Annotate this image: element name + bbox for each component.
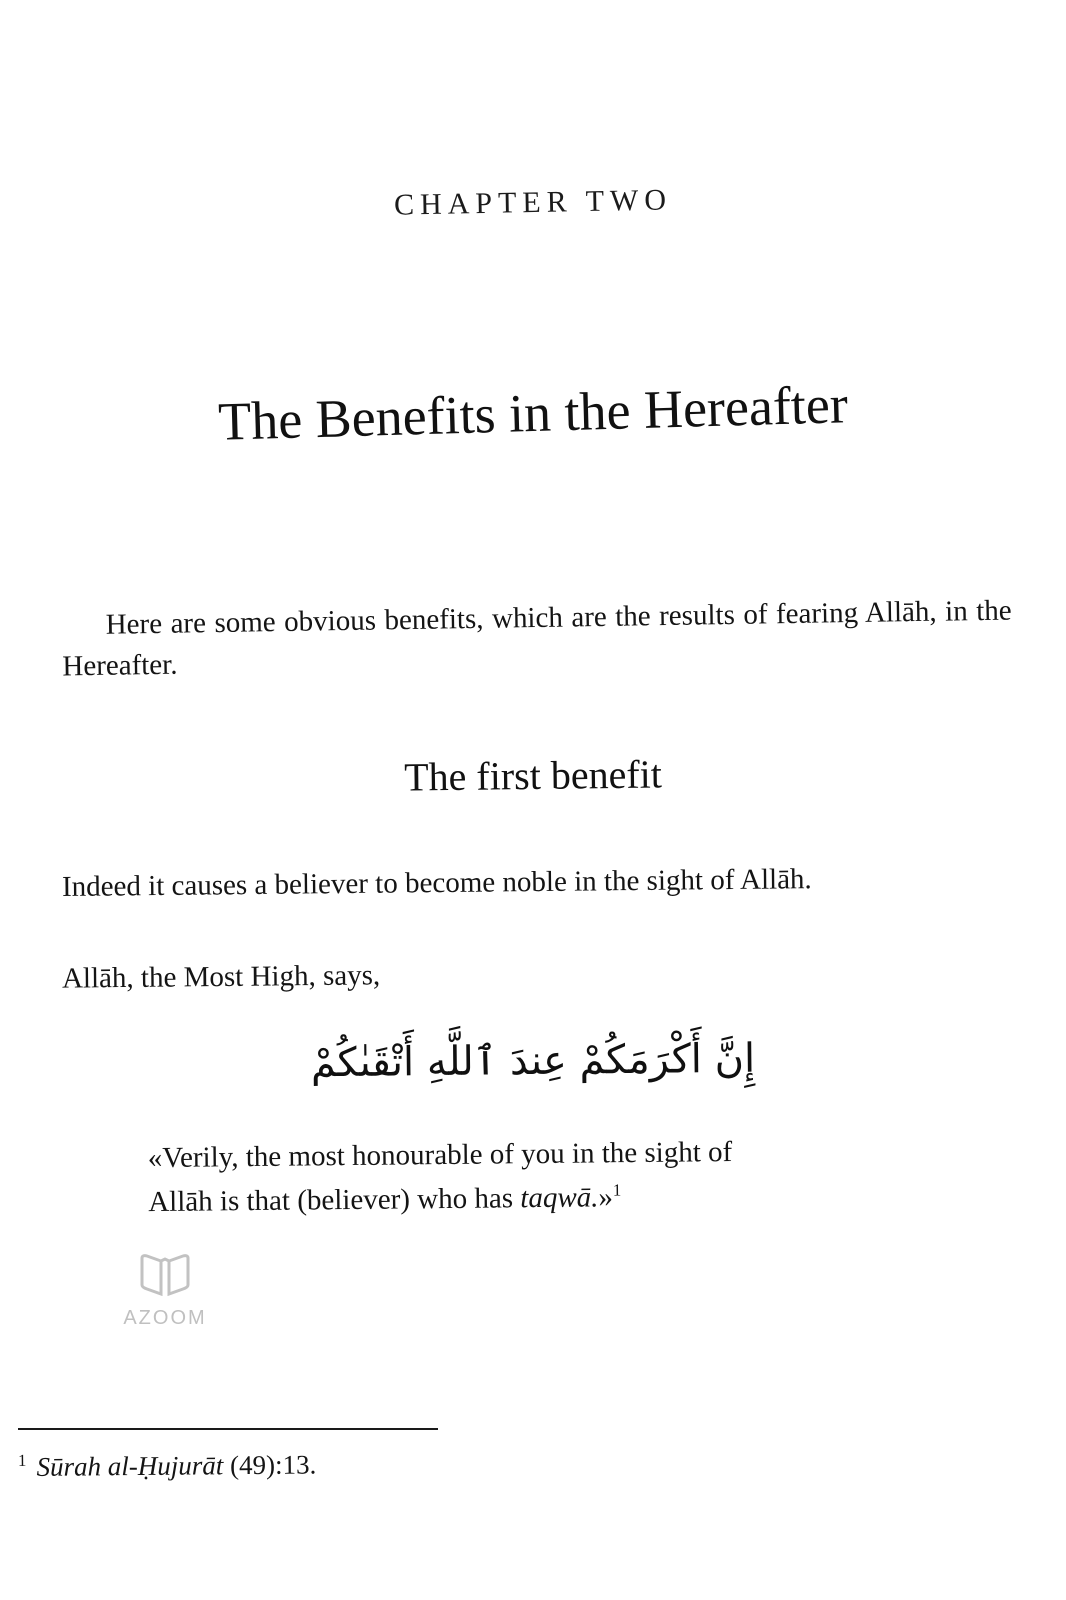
intro-paragraph	[61, 591, 1012, 688]
watermark	[110, 1250, 220, 1330]
paragraph-two: Allāh, the Most High, says,	[61, 959, 381, 995]
watermark-label: AZOOM	[123, 1307, 207, 1329]
translation-quote	[148, 1129, 939, 1224]
paragraph-one: Indeed it causes a believer to become noble in the sight of Allāh.	[61, 863, 812, 904]
section-heading: The first benefit	[403, 751, 663, 800]
chapter-label: CHAPTER TWO	[393, 183, 673, 222]
quote-italic-term: taqwā.	[520, 1180, 599, 1214]
quote-line-one: «Verily, the most honourable of you in the sight of	[147, 1136, 733, 1175]
page-title: The Benefits in the Hereafter	[217, 374, 849, 452]
footnote	[18, 1445, 718, 1483]
intro-paragraph-text: Here are some obvious benefits, which are the results of fearing Allāh, in the Hereafter.	[62, 594, 1012, 683]
quote-line-two-wrapper	[148, 1172, 938, 1224]
footnote-reference: (49):13.	[223, 1449, 317, 1481]
arabic-verse: إِنَّ أَكْرَمَكُمْ عِندَ ٱللَّهِ أَتْقَىٰكُمْ	[310, 1035, 756, 1087]
footnote-marker: 1	[17, 1450, 27, 1471]
quote-line-two: Allāh is that (believer) who has	[148, 1181, 521, 1218]
quote-footnote-marker: 1	[612, 1180, 622, 1200]
footnote-surah-title: Sūrah al-Ḥujurāt	[36, 1450, 224, 1482]
open-book-icon	[110, 1250, 220, 1305]
quote-close: »	[598, 1180, 614, 1213]
footnote-separator	[18, 1428, 438, 1430]
